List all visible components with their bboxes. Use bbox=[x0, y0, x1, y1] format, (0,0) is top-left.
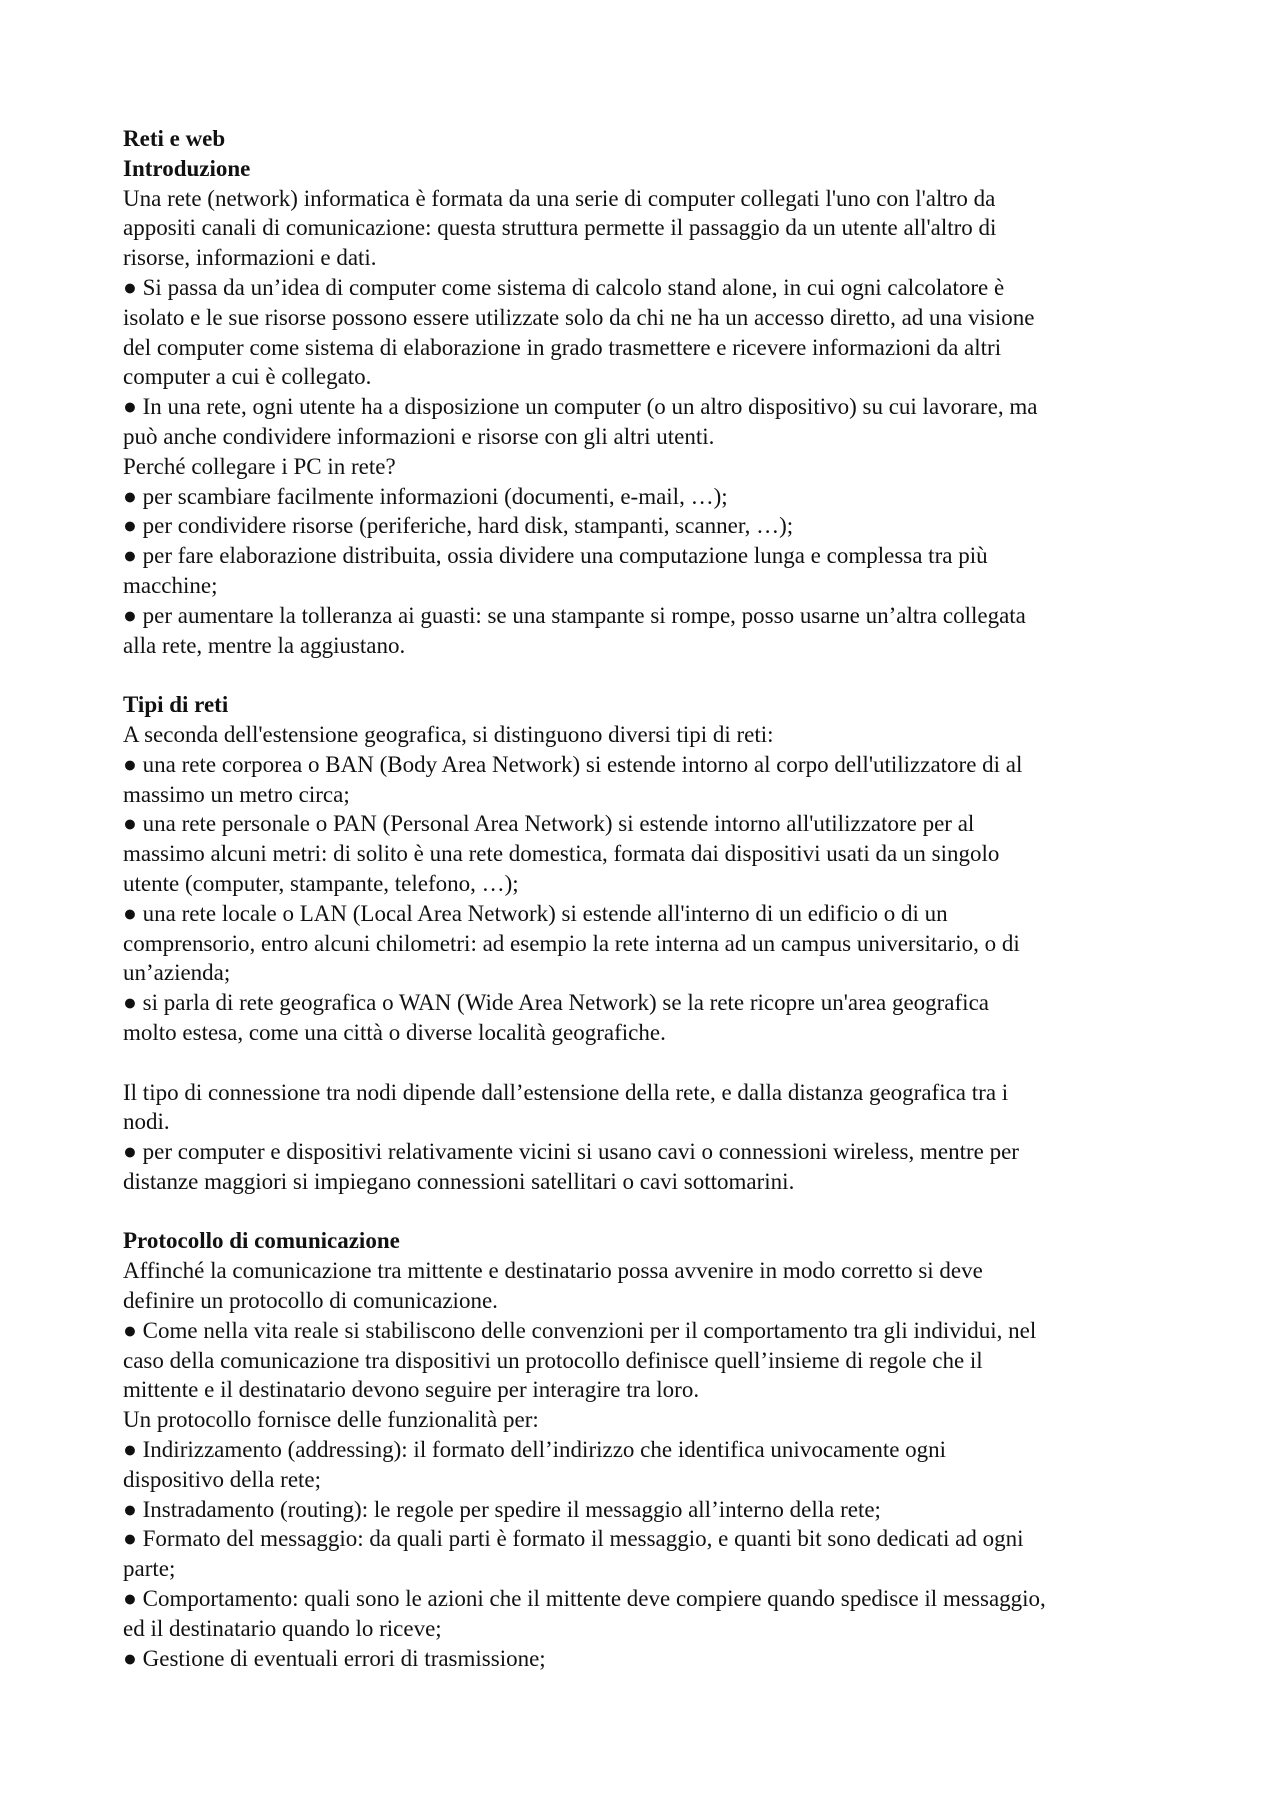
text-line: isolato e le sue risorse possono essere utilizzate solo da chi ne ha un accesso diretto, ad una visione bbox=[123, 304, 1035, 330]
document-body bbox=[123, 124, 1183, 1673]
text-line: nodi. bbox=[123, 1109, 170, 1135]
bullet-line: ● si parla di rete geografica o WAN (Wide Area Network) se la rete ricopre un'area geografica bbox=[123, 990, 989, 1016]
bullet-line: ● Come nella vita reale si stabiliscono delle convenzioni per il comportamento tra gli individui, nel bbox=[123, 1317, 1037, 1343]
blank-line bbox=[123, 660, 1183, 690]
bullet-line: ● Indirizzamento (addressing): il formato dell’indirizzo che identifica univocamente ogni bbox=[123, 1437, 947, 1463]
bullet-line: ● Si passa da un’idea di computer come sistema di calcolo stand alone, in cui ogni calcolatore è bbox=[123, 274, 1005, 300]
text-line: definire un protocollo di comunicazione. bbox=[123, 1288, 498, 1314]
text-line: un’azienda; bbox=[123, 960, 231, 986]
text-line: mittente e il destinatario devono seguire per interagire tra loro. bbox=[123, 1377, 700, 1403]
bullet-line: ● Instradamento (routing): le regole per spedire il messaggio all’interno della rete; bbox=[123, 1496, 881, 1522]
text-line: utente (computer, stampante, telefono, …); bbox=[123, 870, 519, 896]
text-line: Affinché la comunicazione tra mittente e destinatario possa avvenire in modo corretto si deve bbox=[123, 1258, 983, 1284]
bullet-line: ● per aumentare la tolleranza ai guasti: se una stampante si rompe, posso usarne un’altra collegata bbox=[123, 602, 1026, 628]
text-line: A seconda dell'estensione geografica, si distinguono diversi tipi di reti: bbox=[123, 721, 774, 747]
text-line: macchine; bbox=[123, 572, 218, 598]
text-line: massimo alcuni metri: di solito è una rete domestica, formata dai dispositivi usati da un singolo bbox=[123, 841, 1000, 867]
bullet-line: ● una rete personale o PAN (Personal Area Network) si estende intorno all'utilizzatore per al bbox=[123, 811, 975, 837]
text-line: parte; bbox=[123, 1556, 176, 1582]
text-line: ed il destinatario quando lo riceve; bbox=[123, 1615, 442, 1641]
blank-line bbox=[123, 1197, 1183, 1227]
text-line: dispositivo della rete; bbox=[123, 1466, 322, 1492]
section-heading: Protocollo di comunicazione bbox=[123, 1228, 400, 1254]
bullet-line: ● una rete locale o LAN (Local Area Network) si estende all'interno di un edificio o di un bbox=[123, 900, 948, 926]
bullet-line: ● per scambiare facilmente informazioni (documenti, e-mail, …); bbox=[123, 483, 728, 509]
bullet-line: ● Gestione di eventuali errori di trasmissione; bbox=[123, 1645, 546, 1671]
text-line: del computer come sistema di elaborazione in grado trasmettere e ricevere informazioni da altri bbox=[123, 334, 1002, 360]
bullet-line: ● una rete corporea o BAN (Body Area Network) si estende intorno al corpo dell'utilizzatore di al bbox=[123, 751, 1023, 777]
text-line: può anche condividere informazioni e risorse con gli altri utenti. bbox=[123, 423, 715, 449]
bullet-line: ● per condividere risorse (periferiche, hard disk, stampanti, scanner, …); bbox=[123, 513, 794, 539]
section-heading: Tipi di reti bbox=[123, 692, 229, 718]
text-line: appositi canali di comunicazione: questa struttura permette il passaggio da un utente all'altro di bbox=[123, 215, 997, 241]
bullet-line: ● per computer e dispositivi relativamente vicini si usano cavi o connessioni wireless, mentre per bbox=[123, 1139, 1019, 1165]
text-line: risorse, informazioni e dati. bbox=[123, 245, 377, 271]
text-line: Un protocollo fornisce delle funzionalità per: bbox=[123, 1407, 539, 1433]
text-line: alla rete, mentre la aggiustano. bbox=[123, 632, 406, 658]
section-heading: Introduzione bbox=[123, 155, 251, 181]
section-heading: Reti e web bbox=[123, 126, 226, 151]
text-line: massimo un metro circa; bbox=[123, 781, 350, 807]
blank-line bbox=[123, 1048, 1183, 1078]
bullet-line: ● Formato del messaggio: da quali parti è formato il messaggio, e quanti bit sono dedicati ad ogni bbox=[123, 1526, 1024, 1552]
text-line: Una rete (network) informatica è formata da una serie di computer collegati l'uno con l'altro da bbox=[123, 185, 996, 211]
bullet-line: ● per fare elaborazione distribuita, ossia dividere una computazione lunga e complessa tra più bbox=[123, 543, 988, 569]
text-line: distanze maggiori si impiegano connessioni satellitari o cavi sottomarini. bbox=[123, 1168, 795, 1194]
text-line: Il tipo di connessione tra nodi dipende dall’estensione della rete, e dalla distanza geografica tra i bbox=[123, 1079, 1009, 1105]
text-line: molto estesa, come una città o diverse località geografiche. bbox=[123, 1019, 666, 1045]
text-line: computer a cui è collegato. bbox=[123, 364, 372, 390]
bullet-line: ● In una rete, ogni utente ha a disposizione un computer (o un altro dispositivo) su cui lavorare, ma bbox=[123, 394, 1038, 420]
text-line: Perché collegare i PC in rete? bbox=[123, 453, 396, 479]
text-line: caso della comunicazione tra dispositivi un protocollo definisce quell’insieme di regole che il bbox=[123, 1347, 983, 1373]
text-line: comprensorio, entro alcuni chilometri: ad esempio la rete interna ad un campus universitario, o di bbox=[123, 930, 1020, 956]
bullet-line: ● Comportamento: quali sono le azioni che il mittente deve compiere quando spedisce il messaggio, bbox=[123, 1586, 1046, 1612]
